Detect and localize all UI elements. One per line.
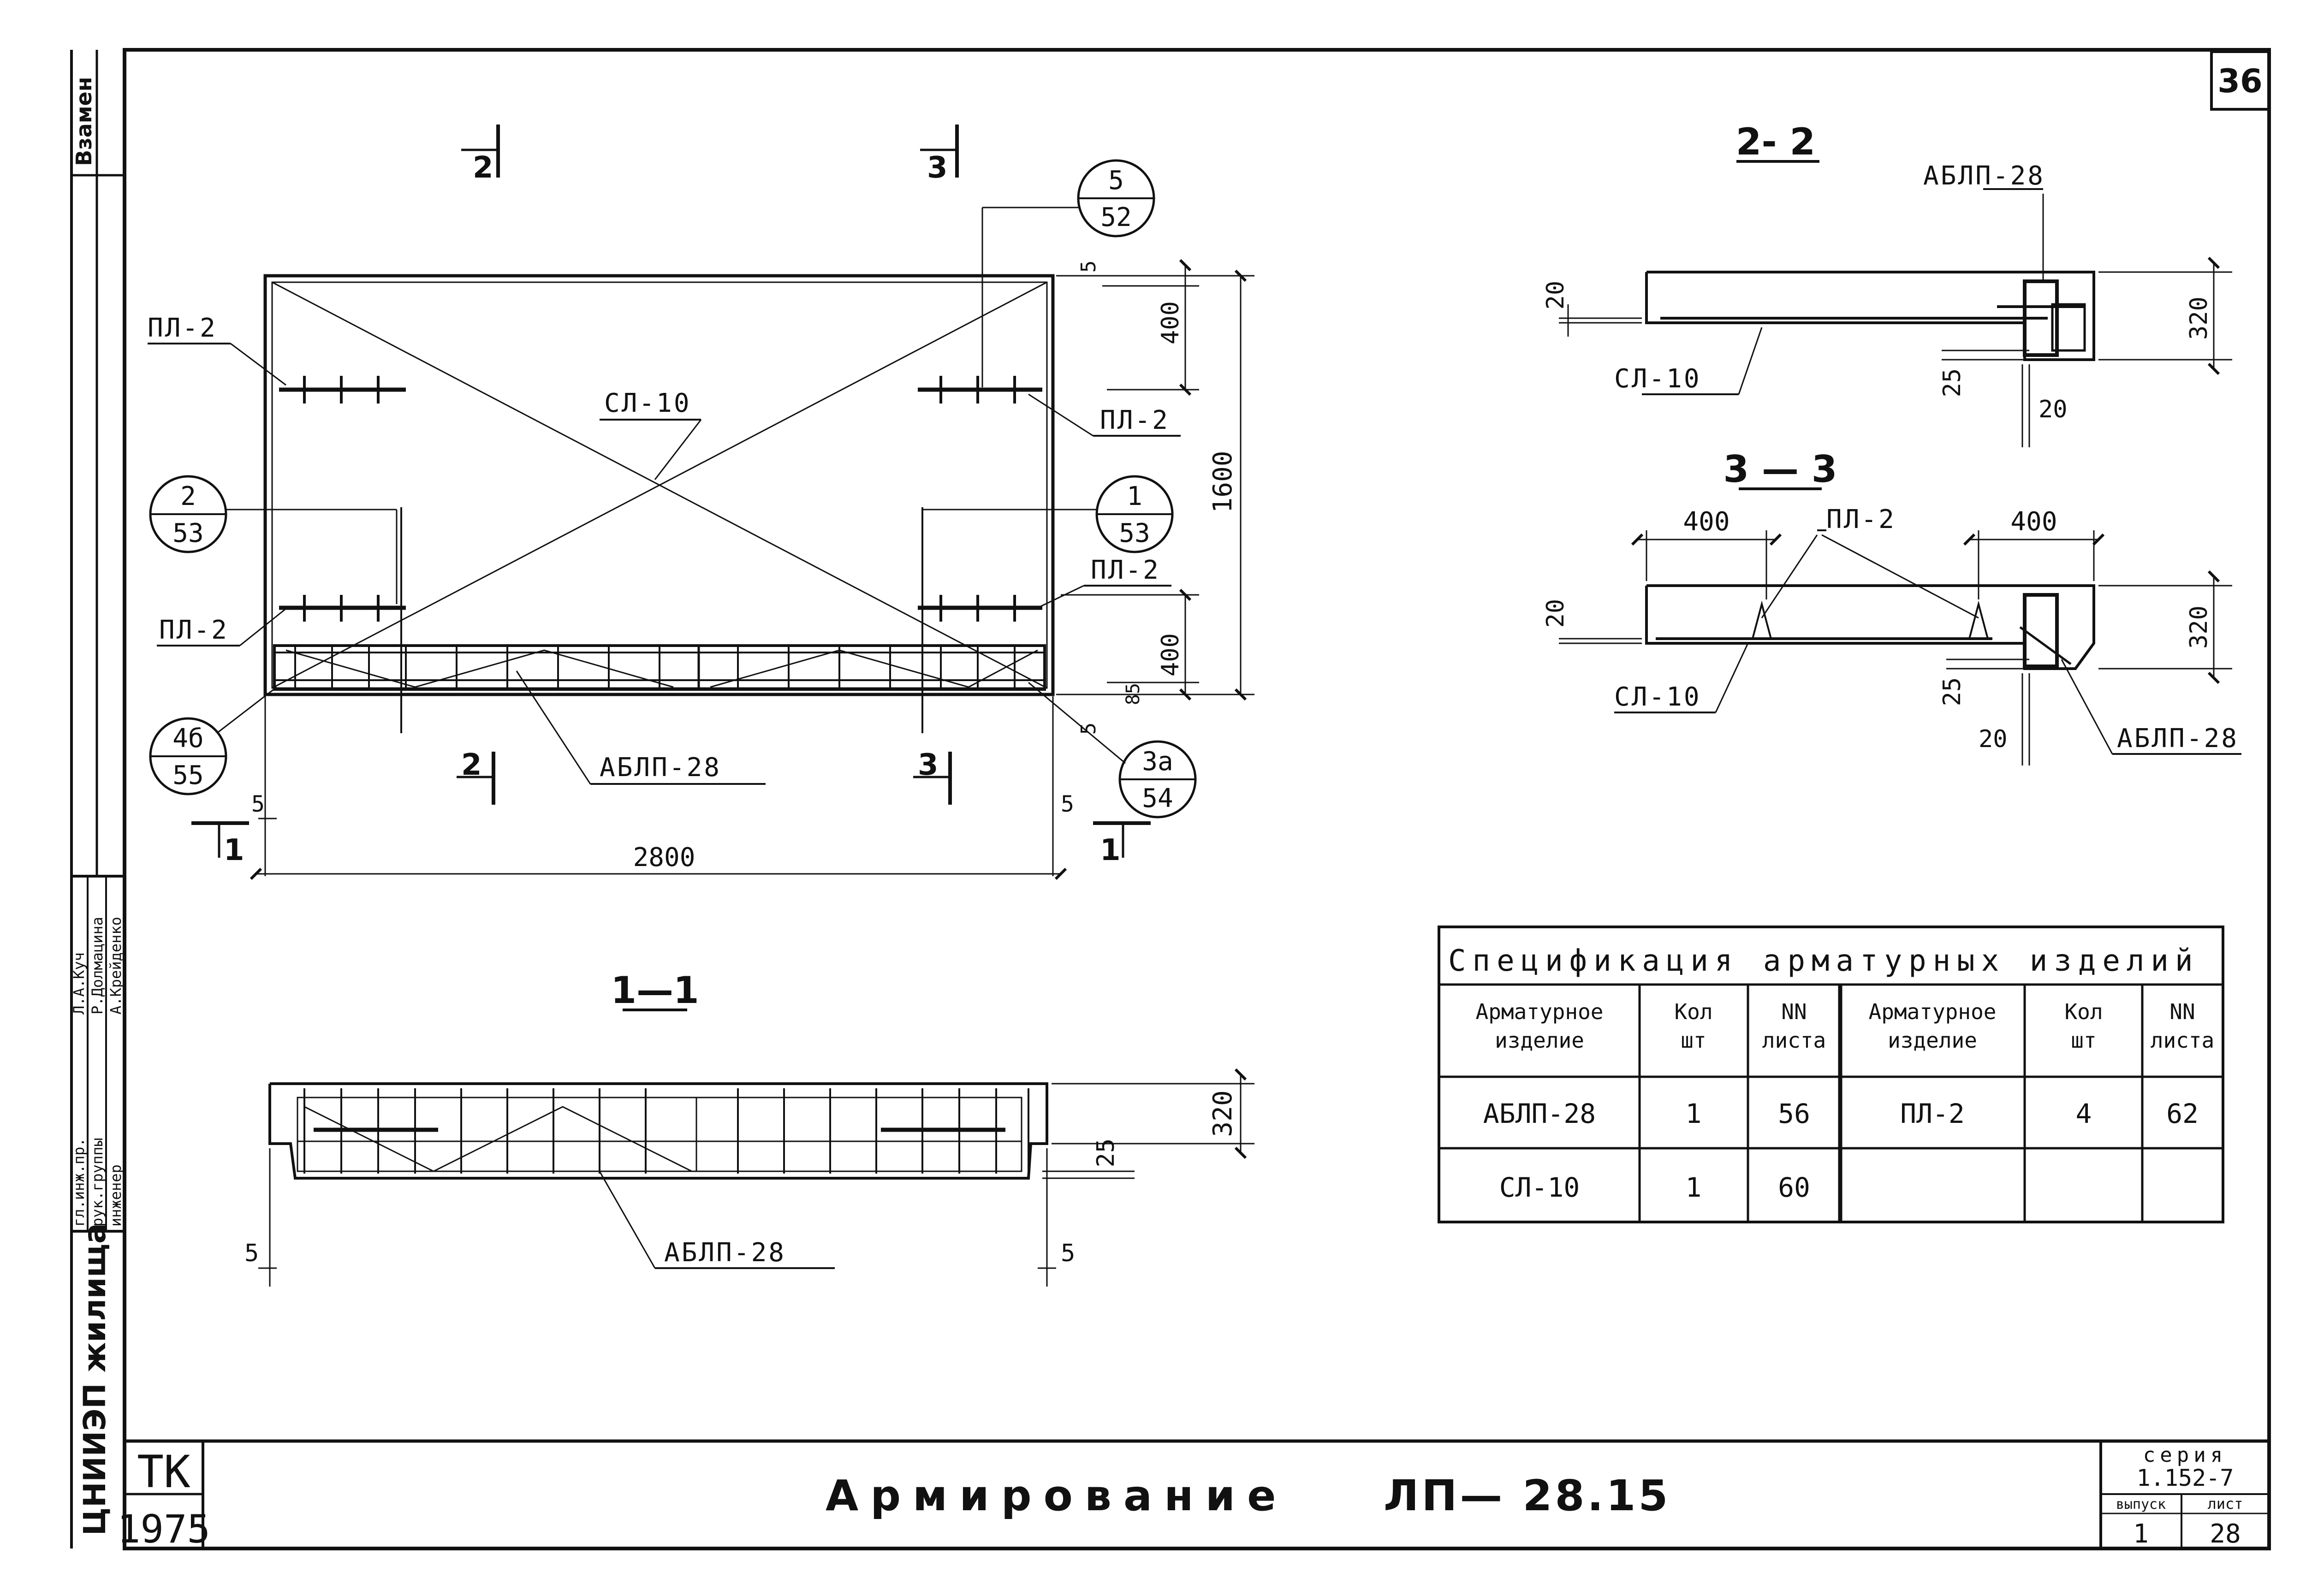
spec-cell-0-0: АБЛП-28 bbox=[1483, 1098, 1596, 1129]
stamp-role-1: рук.группы bbox=[89, 1138, 106, 1227]
spec-cell-0-3: ПЛ-2 bbox=[1900, 1098, 1965, 1129]
spec-cell-0-1: 1 bbox=[1685, 1098, 1702, 1129]
callout-bottom-3: 55 bbox=[172, 760, 204, 790]
sec22-dim-25: 25 bbox=[1938, 368, 1966, 398]
sec33-label-ablp: АБЛП-28 bbox=[2117, 724, 2239, 754]
sec22-dim-320: 320 bbox=[2185, 297, 2213, 340]
callout-bottom-1: 53 bbox=[172, 518, 204, 548]
plan-label-pl2-c: ПЛ-2 bbox=[159, 615, 229, 645]
plan-dim-5b: 5 bbox=[1077, 722, 1100, 735]
spec-header-line: изделие bbox=[1495, 1028, 1584, 1053]
plan-dim-height: 1600 bbox=[1208, 451, 1238, 513]
plan-callouts bbox=[150, 160, 1195, 817]
plan-dim-top: 400 bbox=[1157, 301, 1184, 344]
cut-mark-2-top: 2 bbox=[473, 151, 493, 185]
stamp-role-0: гл.инж.пр. bbox=[70, 1138, 88, 1227]
spec-header-line: листа bbox=[2150, 1028, 2215, 1053]
spec-header-5 bbox=[2151, 999, 2214, 1053]
plan-dim-5d: 5 bbox=[1061, 791, 1074, 817]
spec-header-line: NN bbox=[1781, 999, 1807, 1024]
sec11-dim-320: 320 bbox=[1208, 1090, 1238, 1137]
sec11-dim-25: 25 bbox=[1092, 1138, 1120, 1168]
sec22-label-ablp: АБЛП-28 bbox=[1923, 161, 2045, 191]
sheet-label: лист bbox=[2207, 1495, 2243, 1513]
cut-mark-2-bottom: 2 bbox=[461, 748, 482, 782]
org-tk: ТК bbox=[137, 1446, 190, 1498]
spec-header-line: шт bbox=[1681, 1028, 1706, 1053]
ablp-cage bbox=[274, 507, 1045, 733]
spec-header-3 bbox=[1869, 999, 1997, 1053]
stamp-name-0: Л.А.Куч bbox=[70, 952, 88, 1015]
spec-cell-1-0: СЛ-10 bbox=[1499, 1172, 1580, 1203]
sheet-number: 36 bbox=[2217, 62, 2263, 100]
sec33-label-sl: СЛ-10 bbox=[1614, 682, 1701, 712]
sheet-no-value: 28 bbox=[2210, 1519, 2241, 1549]
spec-cell-0-2: 56 bbox=[1778, 1098, 1810, 1129]
sec11-profile bbox=[270, 1084, 1047, 1178]
plan-dim-width: 2800 bbox=[633, 842, 695, 872]
sec11-label-ablp: АБЛП-28 bbox=[664, 1238, 786, 1268]
callout-bottom-4: 54 bbox=[1142, 783, 1173, 813]
spec-header-4 bbox=[2064, 999, 2103, 1053]
sheet-title: Армирование bbox=[826, 1471, 1288, 1520]
spec-header-line: NN bbox=[2169, 999, 2195, 1024]
spec-headers bbox=[1476, 999, 2215, 1053]
sec33-dim-25: 25 bbox=[1938, 677, 1966, 706]
spec-cell-0-5: 62 bbox=[2166, 1098, 2199, 1129]
series-value: 1.152-7 bbox=[2136, 1465, 2234, 1491]
spec-cell-0-4: 4 bbox=[2075, 1098, 2092, 1129]
sec33-profile bbox=[1646, 586, 2094, 669]
issue-label: выпуск bbox=[2116, 1496, 2166, 1513]
sec33-label-pl: ПЛ-2 bbox=[1826, 504, 1896, 534]
plan-dim-5a: 5 bbox=[1077, 260, 1100, 273]
series-label: серия bbox=[2143, 1443, 2228, 1467]
spec-header-1 bbox=[1674, 999, 1712, 1053]
org-name: ЦНИИЭП жилища bbox=[77, 1223, 113, 1536]
spec-header-line: Арматурное bbox=[1868, 999, 1997, 1024]
cut-mark-3-top: 3 bbox=[927, 151, 948, 185]
spec-header-2 bbox=[1762, 999, 1826, 1053]
callout-top-4: 3а bbox=[1142, 747, 1173, 777]
callout-top-1: 2 bbox=[180, 481, 196, 511]
plan-dim-bottom: 400 bbox=[1157, 633, 1184, 676]
cut-mark-1-right: 1 bbox=[1100, 833, 1121, 867]
plan-label-pl2-b: ПЛ-2 bbox=[1100, 405, 1170, 435]
sec33-dim-20a: 20 bbox=[1542, 599, 1569, 628]
replace-label: Взамен bbox=[71, 77, 96, 166]
plan-dim-5c: 5 bbox=[251, 791, 265, 817]
sec33-dim-320: 320 bbox=[2185, 605, 2213, 649]
spec-header-line: Кол bbox=[1674, 999, 1713, 1024]
plan-dim-85: 85 bbox=[1123, 682, 1144, 706]
sec33-dim-400b: 400 bbox=[2010, 507, 2057, 537]
plan-label-pl2-a: ПЛ-2 bbox=[148, 313, 217, 343]
sec11-dim-5a: 5 bbox=[244, 1240, 259, 1267]
callout-top-2: 1 bbox=[1127, 481, 1142, 511]
spec-header-line: изделие bbox=[1888, 1028, 1977, 1053]
spec-cell-1-2: 60 bbox=[1778, 1172, 1810, 1203]
cut-mark-1-left: 1 bbox=[224, 833, 244, 867]
spec-header-line: Арматурное bbox=[1475, 999, 1604, 1024]
sec11-dim-5b: 5 bbox=[1061, 1240, 1076, 1267]
sec22-dim-20a: 20 bbox=[1542, 280, 1569, 310]
stamp-role-2: инженер bbox=[107, 1164, 125, 1227]
cut-mark-3-bottom: 3 bbox=[918, 748, 939, 782]
spec-header-line: шт bbox=[2071, 1028, 2097, 1053]
issue-value: 1 bbox=[2133, 1519, 2149, 1549]
spec-title: Спецификация арматурных изделий bbox=[1448, 944, 2199, 978]
spec-header-line: Кол bbox=[2064, 999, 2103, 1024]
callout-top-0: 5 bbox=[1108, 166, 1124, 196]
callout-bottom-0: 52 bbox=[1100, 202, 1132, 232]
plan-label-pl2-d: ПЛ-2 bbox=[1091, 555, 1160, 585]
stamp-name-1: Р.Долмацина bbox=[89, 917, 106, 1015]
sec22-dim-20b: 20 bbox=[2039, 396, 2068, 423]
org-year: 1975 bbox=[117, 1507, 211, 1552]
sheet-mark: ЛП— 28.15 bbox=[1384, 1471, 1671, 1520]
sec33-dim-20b: 20 bbox=[1979, 725, 2008, 753]
spec-header-line: листа bbox=[1762, 1028, 1826, 1053]
spec-header-0 bbox=[1476, 999, 1604, 1053]
sec22-title: 2- 2 bbox=[1735, 120, 1816, 163]
callout-bottom-2: 53 bbox=[1119, 518, 1150, 548]
sec22-label-sl: СЛ-10 bbox=[1614, 364, 1701, 394]
sec33-title: 3 — 3 bbox=[1723, 448, 1837, 491]
sec11-title: 1—1 bbox=[611, 969, 699, 1012]
sec22-profile bbox=[1646, 272, 2094, 360]
plan-label-ablp: АБЛП-28 bbox=[600, 753, 722, 783]
stamp-name-2: А.Крейденко bbox=[107, 917, 125, 1015]
sec33-dim-400a: 400 bbox=[1683, 507, 1730, 537]
plan-outline bbox=[265, 276, 1053, 694]
callout-top-3: 4б bbox=[172, 724, 204, 754]
plan-label-sl10: СЛ-10 bbox=[604, 388, 691, 418]
spec-cell-1-1: 1 bbox=[1685, 1172, 1702, 1203]
